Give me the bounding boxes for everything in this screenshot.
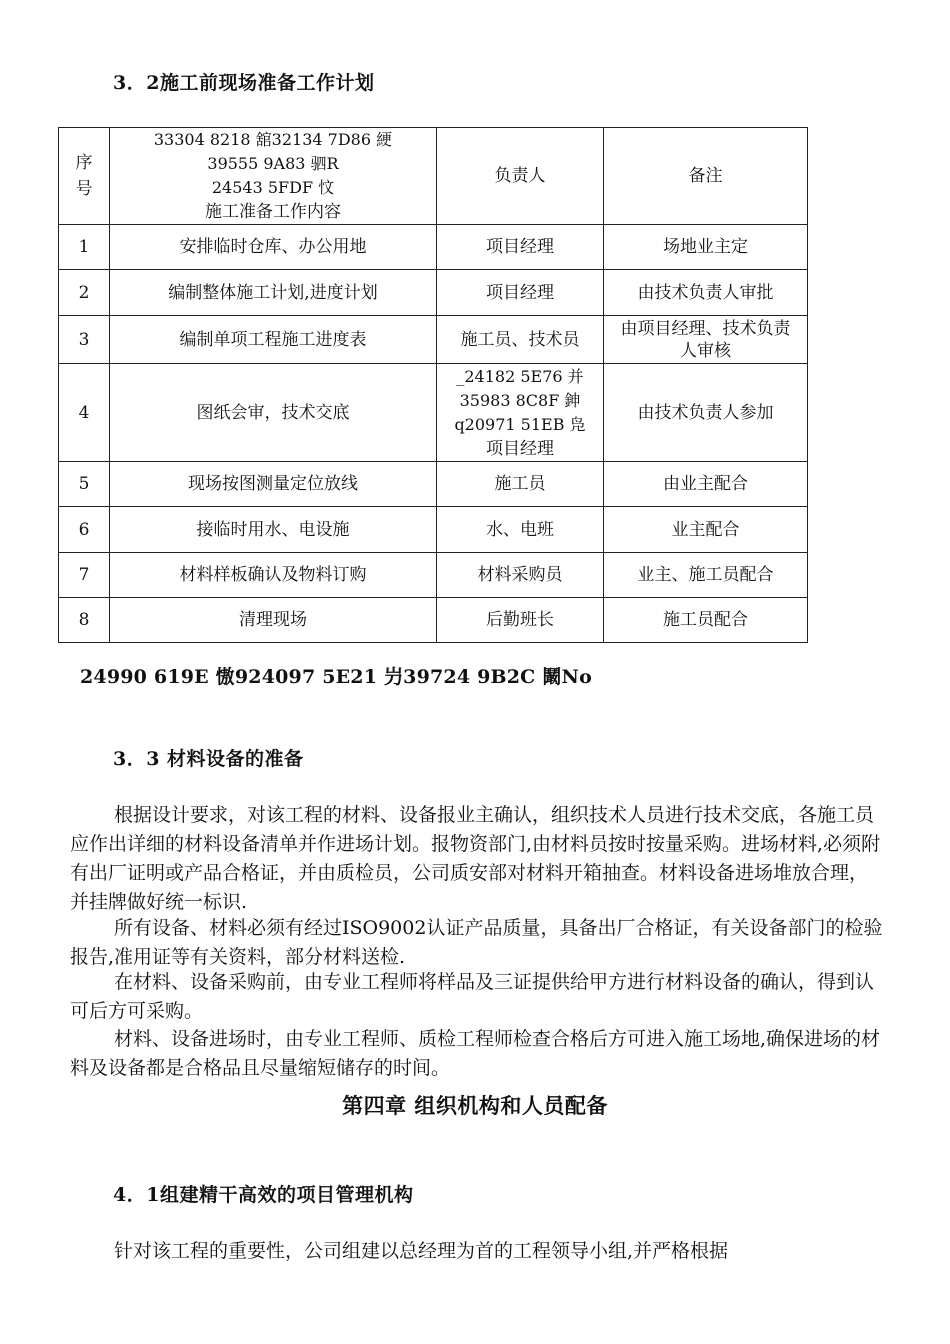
row-no: 2 (59, 270, 110, 316)
table-row (59, 364, 808, 462)
body-paragraph: 在材料、设备采购前，由专业工程师将样品及三证提供给甲方进行材料设备的确认，得到认可后方可采购。 (70, 971, 875, 1022)
row-owner: 施工员 (437, 462, 604, 507)
row-content: 现场按图测量定位放线 (110, 462, 437, 507)
row-owner: _24182 5E76 并 35983 8C8F 鉮 q20971 51EB 凫 项目经理 (437, 364, 604, 462)
row-content: 图纸会审，技术交底 (110, 364, 437, 462)
header-owner: 负责人 (437, 128, 604, 225)
body-paragraph: 针对该工程的重要性，公司组建以总经理为首的工程领导小组,并严格根据 (114, 1240, 729, 1262)
row-content: 清理现场 (110, 598, 437, 643)
row-remark: 由项目经理、技术负责人审核 (604, 316, 808, 364)
row-no: 4 (59, 364, 110, 462)
table-row (59, 462, 808, 507)
row-remark: 由业主配合 (604, 462, 808, 507)
body-paragraph: 所有设备、材料必须有经过ISO9002认证产品质量，具备出厂合格证，有关设备部门的检验报告,准用证等有关资料，部分材料送检. (70, 917, 883, 968)
section-3-2-heading: 3．2施工前现场准备工作计划 (113, 72, 375, 94)
row-no: 7 (59, 553, 110, 598)
row-content: 安排临时仓库、办公用地 (110, 225, 437, 270)
row-remark: 由技术负责人参加 (604, 364, 808, 462)
table-row (59, 598, 808, 643)
row-remark: 业主、施工员配合 (604, 553, 808, 598)
table-row (59, 507, 808, 553)
preparation-plan-table (58, 127, 808, 643)
table-row (59, 316, 808, 364)
body-paragraph: 根据设计要求，对该工程的材料、设备报业主确认，组织技术人员进行技术交底，各施工员应作出详细的材料设备清单并作进场计划。报物资部门,由材料员按时按量采购。进场材料,必须附有出厂证明或产品合格证，并由质检员，公司质安部对材料开箱抽查。材料设备进场堆放合理，并挂牌做好统一标识. (70, 804, 881, 913)
row-remark: 由技术负责人审批 (604, 270, 808, 316)
table-row (59, 553, 808, 598)
row-owner: 项目经理 (437, 270, 604, 316)
header-remark: 备注 (604, 128, 808, 225)
section-4-1-heading: 4．1组建精干高效的项目管理机构 (113, 1184, 414, 1206)
header-content: 33304 8218 舘32134 7D86 綆 39555 9A83 驷R 24543 5FDF 忟 施工准备工作内容 (110, 128, 437, 225)
row-content: 材料样板确认及物料订购 (110, 553, 437, 598)
header-seq: 序号 (59, 128, 110, 225)
row-owner: 水、电班 (437, 507, 604, 553)
row-no: 1 (59, 225, 110, 270)
table-row (59, 225, 808, 270)
row-owner: 项目经理 (437, 225, 604, 270)
row-no: 3 (59, 316, 110, 364)
table-footnote: 24990 619E 慠924097 5E21 屶39724 9B2C 鬫No (80, 666, 592, 688)
row-content: 编制单项工程施工进度表 (110, 316, 437, 364)
row-content: 编制整体施工计划,进度计划 (110, 270, 437, 316)
row-remark: 施工员配合 (604, 598, 808, 643)
row-owner: 施工员、技术员 (437, 316, 604, 364)
row-no: 5 (59, 462, 110, 507)
chapter-4-title: 第四章 组织机构和人员配备 (342, 1093, 608, 1118)
row-no: 8 (59, 598, 110, 643)
row-no: 6 (59, 507, 110, 553)
row-remark: 场地业主定 (604, 225, 808, 270)
row-remark: 业主配合 (604, 507, 808, 553)
body-paragraph: 材料、设备进场时，由专业工程师、质检工程师检查合格后方可进入施工场地,确保进场的材料及设备都是合格品且尽量缩短储存的时间。 (70, 1028, 881, 1079)
row-owner: 材料采购员 (437, 553, 604, 598)
table-row (59, 270, 808, 316)
row-owner: 后勤班长 (437, 598, 604, 643)
row-content: 接临时用水、电设施 (110, 507, 437, 553)
section-3-3-heading: 3．3 材料设备的准备 (113, 748, 304, 770)
table-header-row (59, 128, 808, 225)
